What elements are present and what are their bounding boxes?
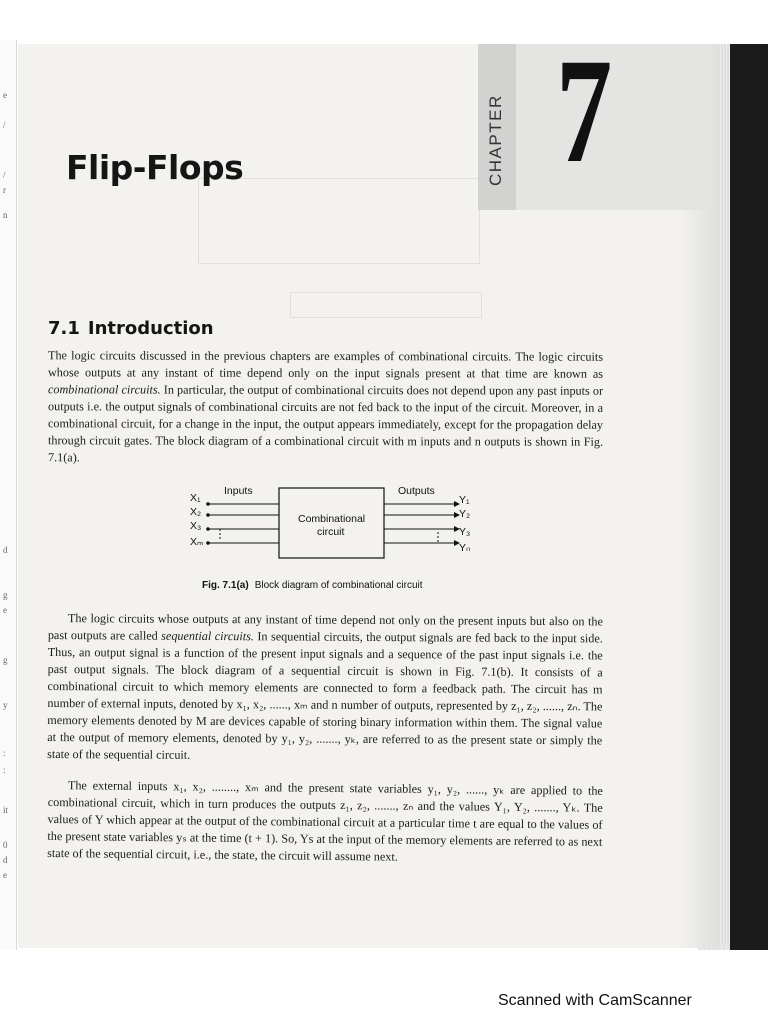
section-title: Introduction bbox=[87, 318, 214, 339]
inputs-label: Inputs bbox=[224, 485, 253, 497]
scan-background bbox=[730, 44, 768, 950]
input-pin-dot bbox=[206, 527, 210, 531]
section-number: 7.1 bbox=[48, 318, 80, 339]
paragraph-2: The logic circuits whose outputs at any instant of time depend not only on the present inputs but also on the past outputs are called sequential circuits. In sequential circuits, the output signals are fed back to the input side. Thus, an output signal is a function of the present input signals and a sequence of the past input signals i.e. the past output signals. The block diagram of a sequential circuit is shown in Fig. 7.1(b). It consists of a combinational circuit to which memory elements are connected to form a feedback path. The circuit has m number of external inputs, denoted by x₁, x₂, ......, xₘ and n number of outputs, represented by z₁, z₂, ......, zₙ. The memory elements denoted by M are devices capable of storing binary information within them. The signal value at the output of memory elements, denoted by y₁, y₂, ......., yₖ, are referred to as the present state or simply the state of the sequential circuit. bbox=[47, 611, 603, 762]
input-pin-dot bbox=[206, 541, 210, 545]
input-pin-label: X₃ bbox=[190, 520, 202, 532]
input-pin-label: X₂ bbox=[190, 506, 202, 518]
chapter-label: CHAPTER bbox=[486, 94, 505, 186]
input-pin-label: X₁ bbox=[190, 492, 201, 504]
chapter-title: Flip-Flops bbox=[66, 148, 244, 187]
block-label-line-1: Combinational bbox=[298, 513, 366, 525]
caption-text: Block diagram of combinational circuit bbox=[254, 580, 423, 591]
figure-caption bbox=[202, 580, 423, 591]
paragraph-1: The logic circuits discussed in the previous chapters are examples of combinational circuits. The logic circuits whose outputs at any instant of time depend only on the input signals present at that time are known as combinational circuits. In particular, the output of combinational circuits does not depend upon any past inputs or outputs i.e. the output signals of combinational circuits are not fed back to the input of the circuit. Moreover, in a combinational circuit, for a change in the input, the output appears immediately, except for the propagation delay through circuit gates. The block diagram of a combinational circuit with m inputs and n outputs is shown in Fig. 7.1(a). bbox=[48, 348, 604, 465]
show-through-box bbox=[290, 292, 482, 318]
input-pin-label: Xₘ bbox=[190, 536, 204, 548]
scanner-watermark: Scanned with CamScanner bbox=[498, 992, 692, 1009]
input-pin-dot bbox=[206, 502, 210, 506]
caption-number: Fig. 7.1(a) bbox=[202, 580, 249, 591]
output-pin-label: Y₁ bbox=[459, 494, 470, 506]
output-pin-label: Y₃ bbox=[459, 526, 471, 538]
output-pin-label: Y₂ bbox=[459, 508, 471, 520]
chapter-number: 7 bbox=[556, 28, 613, 194]
figure-block-diagram bbox=[180, 480, 480, 570]
section-heading bbox=[48, 318, 214, 339]
output-pin-label: Yₙ bbox=[459, 542, 471, 554]
input-pin-dot bbox=[206, 513, 210, 517]
block-label-line-2: circuit bbox=[317, 526, 345, 538]
show-through-box bbox=[198, 178, 480, 264]
paragraph-3: The external inputs x₁, x₂, ........, xₘ and the present state variables y₁, y₂, ......, yₖ are applied to the combinational circuit, which in turn produces the outputs z₁, z₂, ......., zₙ and the values Y₁, Y₂, ......., Yₖ. The values of Y which appear at the output of the combinational circuit at a particular time t are equal to the values of the present state variables yₛ at the time (t + 1). So, Ys at the input of the memory elements are referred to as next state of the sequential circuit, i.e., the state, the circuit will assume next. bbox=[47, 778, 603, 864]
adjacent-page-strip: e / / r n d g e g y : : it 0 d e bbox=[0, 40, 17, 950]
outputs-label: Outputs bbox=[398, 485, 435, 497]
